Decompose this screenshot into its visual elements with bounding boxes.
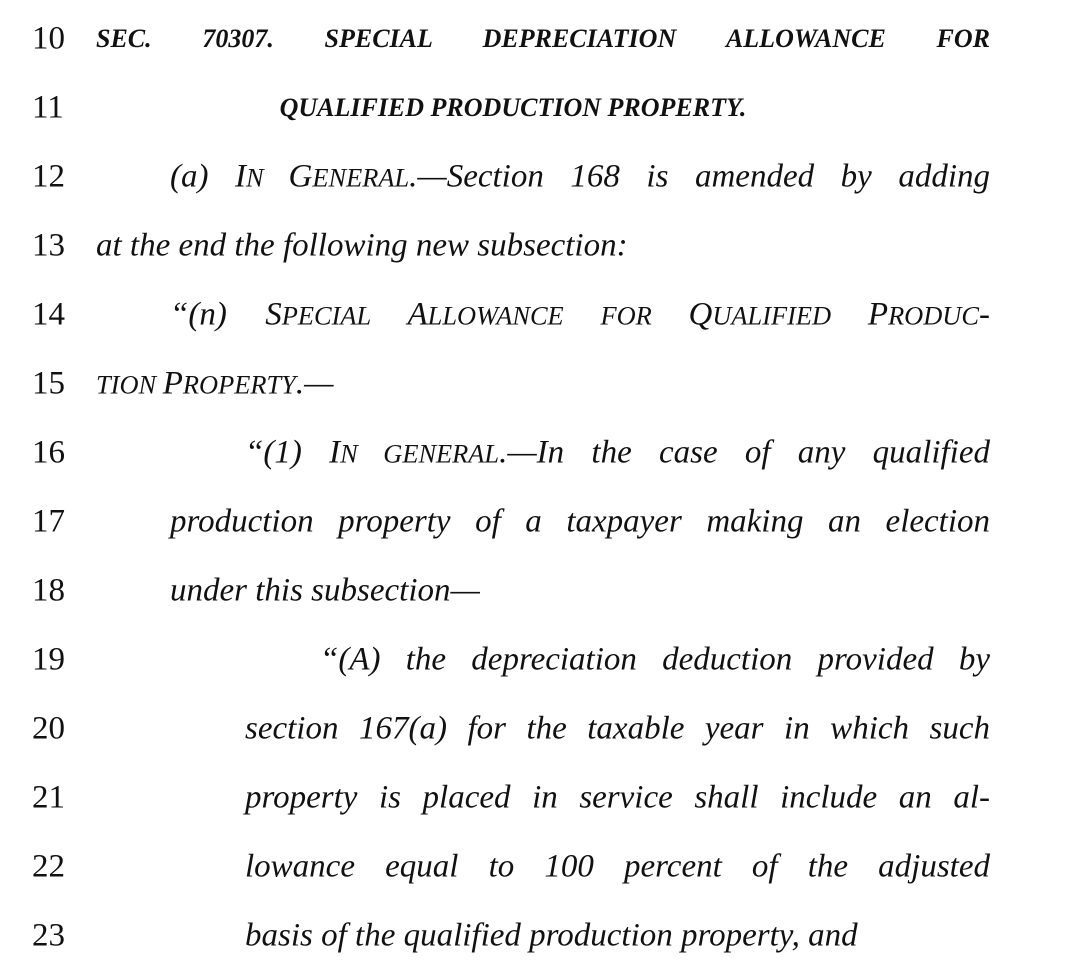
line-number: 13 <box>32 227 65 264</box>
body-text: property is placed in service shall include an al- <box>245 779 990 816</box>
document-line <box>0 354 1072 414</box>
subsection-n-heading-continued: TION PROPERTY.— <box>96 365 334 402</box>
line-number: 10 <box>32 20 65 57</box>
line-number: 15 <box>32 365 65 402</box>
document-line <box>0 837 1072 897</box>
line-number: 22 <box>32 848 65 885</box>
line-number: 12 <box>32 158 65 195</box>
document-line <box>0 147 1072 207</box>
section-heading-continued: QUALIFIED PRODUCTION PROPERTY. <box>279 93 747 122</box>
document-line <box>0 423 1072 483</box>
body-text: basis of the qualified production property, and <box>245 917 858 954</box>
line-number: 20 <box>32 710 65 747</box>
paragraph-1-text: “(1) IN GENERAL.—In the case of any qualified <box>245 434 990 471</box>
line-number: 23 <box>32 917 65 954</box>
subsection-n-heading: “(n) SPECIAL ALLOWANCE FOR QUALIFIED PRODUC- <box>170 296 990 333</box>
body-text: under this subsection— <box>170 572 480 609</box>
document-line <box>0 78 1072 138</box>
line-number: 18 <box>32 572 65 609</box>
body-text: lowance equal to 100 percent of the adjusted <box>245 848 990 885</box>
body-text: at the end the following new subsection: <box>96 227 628 264</box>
document-line <box>0 699 1072 759</box>
subsection-a-text: (a) IN GENERAL.—Section 168 is amended by adding <box>170 158 991 195</box>
line-number: 17 <box>32 503 65 540</box>
document-line <box>0 9 1072 69</box>
line-number: 14 <box>32 296 65 333</box>
line-number: 21 <box>32 779 65 816</box>
body-text: production property of a taxpayer making an election <box>170 503 990 540</box>
document-line <box>0 906 1072 966</box>
section-heading: SEC. 70307. SPECIAL DEPRECIATION ALLOWANCE FOR <box>96 24 990 53</box>
line-number: 11 <box>32 89 64 126</box>
document-line <box>0 561 1072 621</box>
document-line <box>0 630 1072 690</box>
line-number: 19 <box>32 641 65 678</box>
document-line <box>0 492 1072 552</box>
document-line <box>0 216 1072 276</box>
document-line <box>0 285 1072 345</box>
body-text: section 167(a) for the taxable year in which such <box>245 710 990 747</box>
line-number: 16 <box>32 434 65 471</box>
document-line <box>0 768 1072 828</box>
subparagraph-a-text: “(A) the depreciation deduction provided by <box>320 641 990 678</box>
